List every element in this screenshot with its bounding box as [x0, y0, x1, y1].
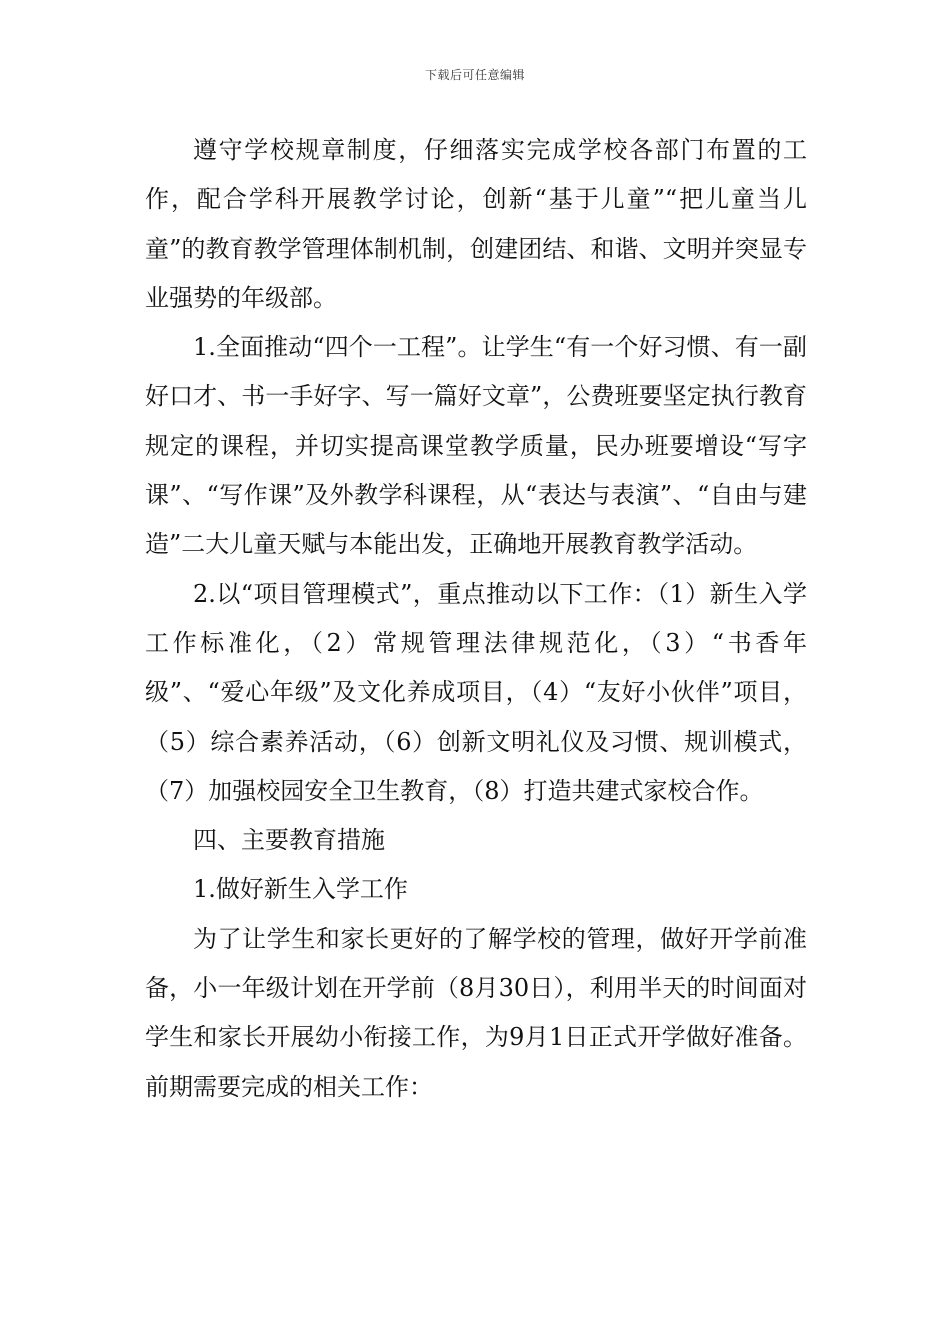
paragraph-rules: 遵守学校规章制度，仔细落实完成学校各部门布置的工作，配合学科开展教学讨论，创新“基于儿童”“把儿童当儿童”的教育教学管理体制机制，创建团结、和谐、文明并突显专业强势的年级部。	[145, 136, 807, 312]
document-body	[145, 126, 807, 1112]
paragraph-four-projects: 1.全面推动“四个一工程”。让学生“有一个好习惯、有一副好口才、书一手好字、写一篇好文章”，公费班要坚定执行教育规定的课程，并切实提高课堂教学质量，民办班要增设“写字课”、“写作课”及外教学科课程，从“表达与表演”、“自由与建造”二大儿童天赋与本能出发，正确地开展教育教学活动。	[145, 333, 807, 559]
section-heading-measures: 四、主要教育措施	[193, 826, 385, 855]
page-header: 下载后可任意编辑	[424, 68, 525, 82]
paragraph-orientation: 为了让学生和家长更好的了解学校的管理，做好开学前准备，小一年级计划在开学前（8月30日），利用半天的时间面对学生和家长开展幼小衔接工作，为9月1日正式开学做好准备。前期需要完成的相关工作：	[145, 924, 807, 1101]
subheading-new-students: 1.做好新生入学工作	[193, 875, 408, 904]
paragraph-project-management: 2.以“项目管理模式”，重点推动以下工作：（1）新生入学工作标准化，（2）常规管理法律规范化，（3）“书香年级”、“爱心年级”及文化养成项目，（4）“友好小伙伴”项目，（5）综合素养活动，（6）创新文明礼仪及习惯、规训模式，（7）加强校园安全卫生教育，（8）打造共建式家校合作。	[145, 579, 807, 805]
